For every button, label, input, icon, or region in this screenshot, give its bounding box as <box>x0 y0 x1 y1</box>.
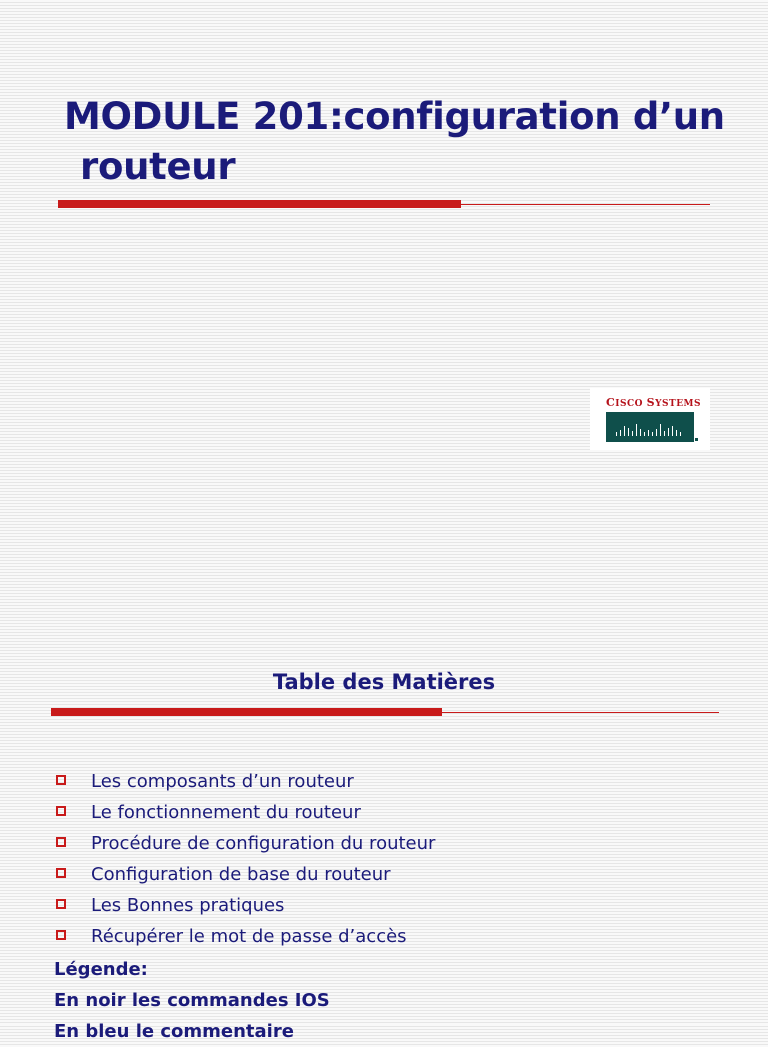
toc-item-label: Les Bonnes pratiques <box>91 895 285 916</box>
legend-line-blue: En bleu le commentaire <box>54 1021 294 1042</box>
legend-heading: Légende: <box>54 959 148 980</box>
checkbox-icon <box>56 899 66 909</box>
toc-item-fonctionnement <box>56 797 435 828</box>
title-divider <box>58 204 710 205</box>
module-title-line1: MODULE 201:configuration d’un <box>64 95 725 138</box>
toc-list <box>56 766 435 952</box>
cisco-logo-dot <box>695 438 698 441</box>
toc-item-label: Les composants d’un routeur <box>91 771 354 792</box>
checkbox-icon <box>56 806 66 816</box>
toc-divider <box>51 712 719 713</box>
toc-title: Table des Matières <box>272 670 496 694</box>
toc-slide <box>0 640 768 1042</box>
toc-item-bonnes-pratiques <box>56 890 435 921</box>
toc-item-label: Procédure de configuration du routeur <box>91 833 436 854</box>
module-title <box>64 92 724 192</box>
toc-item-label: Configuration de base du routeur <box>91 864 391 885</box>
legend-line-black: En noir les commandes IOS <box>54 990 330 1011</box>
cisco-bridge-icon <box>606 412 694 442</box>
toc-item-configuration-base <box>56 859 435 890</box>
module-title-line2: routeur <box>80 145 236 188</box>
checkbox-icon <box>56 930 66 940</box>
title-divider-thick <box>58 200 461 208</box>
checkbox-icon <box>56 775 66 785</box>
legend <box>54 954 330 1047</box>
checkbox-icon <box>56 868 66 878</box>
toc-item-label: Le fonctionnement du routeur <box>91 802 361 823</box>
toc-item-procedure <box>56 828 435 859</box>
checkbox-icon <box>56 837 66 847</box>
toc-item-mot-de-passe <box>56 921 435 952</box>
cisco-logo-text: CISCO SYSTEMS <box>606 396 702 409</box>
toc-item-composants <box>56 766 435 797</box>
toc-divider-thick <box>51 708 442 716</box>
cisco-systems-logo <box>590 388 710 450</box>
toc-item-label: Récupérer le mot de passe d’accès <box>91 926 407 947</box>
